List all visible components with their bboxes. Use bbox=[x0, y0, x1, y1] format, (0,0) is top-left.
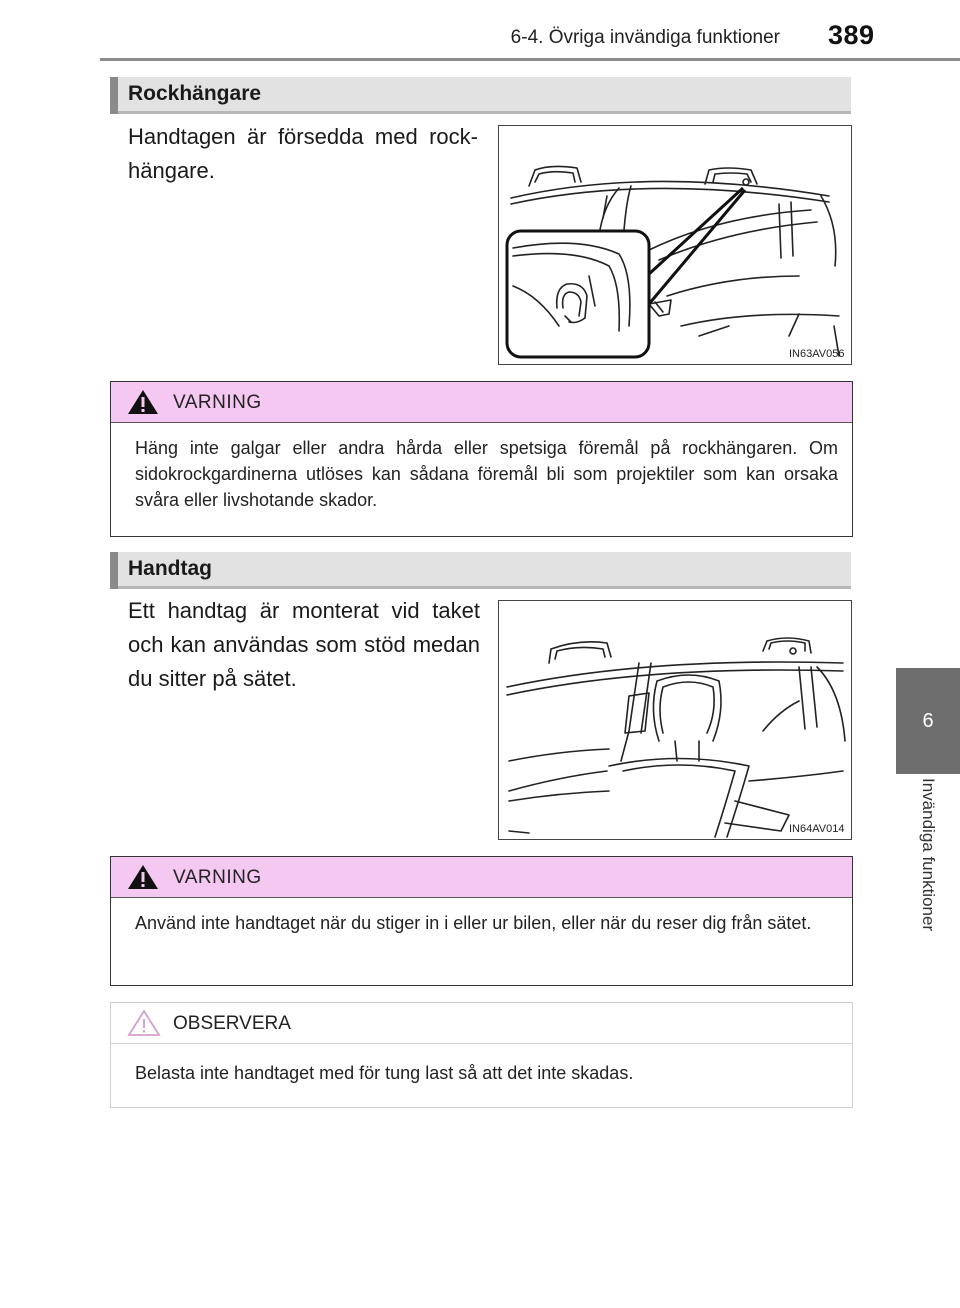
warning-triangle-icon bbox=[127, 864, 159, 890]
chapter-title-vertical bbox=[896, 778, 960, 978]
warning-text: Häng inte galgar eller andra hårda eller spetsiga föremål på rockhängaren. Om sidokrockgardinerna utlöses kan sådana föremål bli som projektiler som kan orsaka svåra eller livshotande skador. bbox=[135, 438, 838, 510]
running-header-section-title: 6-4. Övriga invändiga funktioner bbox=[510, 27, 780, 48]
warning-label: VARNING bbox=[173, 867, 262, 888]
section-heading-bar bbox=[110, 552, 118, 589]
section-paragraph-rockhangare: Handtagen är försedda med rock-hängare. bbox=[128, 124, 478, 183]
figure-coat-hanger bbox=[498, 125, 852, 365]
section-heading-handtag bbox=[110, 552, 851, 589]
warning-triangle-icon bbox=[127, 389, 159, 415]
figure-code: IN63AV056 bbox=[789, 348, 845, 360]
figure-code: IN64AV014 bbox=[789, 823, 845, 835]
warning-header bbox=[111, 857, 852, 898]
notice-text: Belasta inte handtaget med för tung last så att det inte skadas. bbox=[135, 1063, 634, 1083]
chapter-title: Invändiga funktioner bbox=[919, 778, 938, 932]
warning-box-grab-handle bbox=[110, 856, 853, 986]
section-heading-rockhangare bbox=[110, 77, 851, 114]
chapter-number: 6 bbox=[922, 710, 934, 732]
coat-hanger-illustration bbox=[499, 126, 851, 364]
section-heading-text: Rockhängare bbox=[128, 82, 262, 105]
notice-label: OBSERVERA bbox=[173, 1013, 291, 1034]
figure-grab-handle bbox=[498, 600, 852, 840]
section-paragraph-handtag: Ett handtag är monterat vid taket och kan användas som stöd medan du sitter på sätet. bbox=[128, 598, 480, 691]
page-number: 389 bbox=[828, 20, 875, 50]
chapter-tab bbox=[896, 668, 960, 774]
caution-triangle-outline-icon bbox=[127, 1009, 161, 1037]
header-rule bbox=[100, 58, 960, 61]
warning-box-coat-hanger bbox=[110, 381, 853, 537]
warning-text: Använd inte handtaget när du stiger in i eller ur bilen, eller när du reser dig från sätet. bbox=[135, 913, 812, 933]
notice-box-grab-handle bbox=[110, 1002, 853, 1108]
grab-handle-illustration bbox=[499, 601, 851, 839]
section-heading-text: Handtag bbox=[128, 557, 212, 580]
warning-header bbox=[111, 382, 852, 423]
warning-label: VARNING bbox=[173, 392, 262, 413]
notice-header bbox=[111, 1003, 852, 1044]
section-heading-bar bbox=[110, 77, 118, 114]
